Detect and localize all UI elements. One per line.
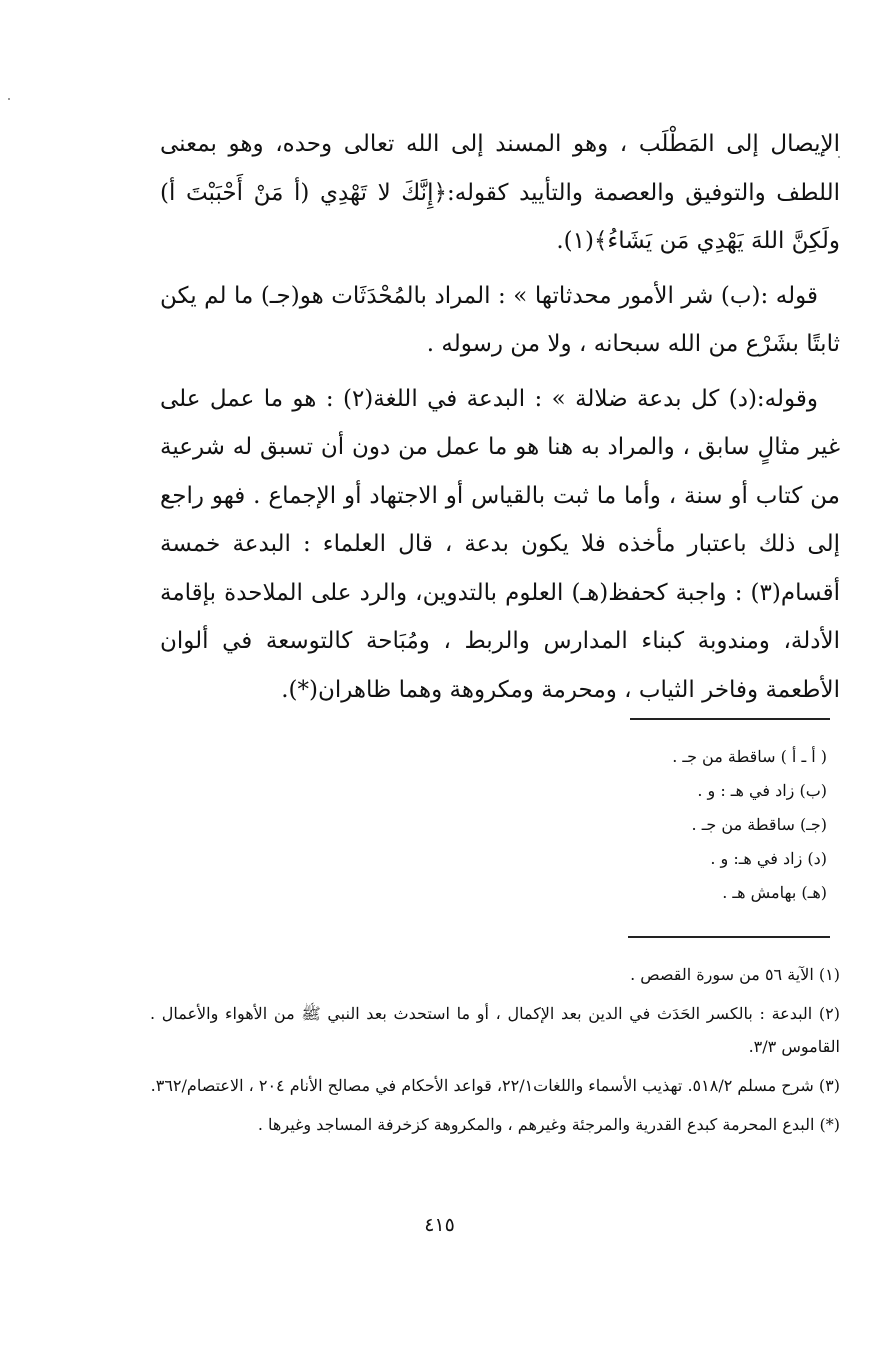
paragraph-2: قوله :(ب) شر الأمور محدثاتها » : المراد بالمُحْدَثَات هو(جـ) ما لم يكن ثابتًا بشَرْع من الله سبحانه ، ولا من رسوله . [160,282,840,357]
footnotes [150,958,840,1147]
page-number: ٤١٥ [424,1214,455,1236]
footnotes-divider [628,936,830,938]
variant-note: ( أ ـ أ ) ساقطة من جـ . [672,747,827,766]
footnote: (٢) البدعة : بالكسر الحَدَث في الدين بعد الإكمال ، أو ما استحدث بعد النبي ﷺ من الأهواء والأعمال . القاموس ٣/٣. [150,1004,840,1056]
footnote: (١) الآية ٥٦ من سورة القصص . [630,965,840,984]
variant-note: (ب) زاد في هـ : و . [697,781,827,800]
paragraph-3: وقوله:(د) كل بدعة ضلالة » : البدعة في اللغة(٢) : هو ما عمل على غير مثالٍ سابق ، والمراد به هنا هو ما عمل من دون أن تسبق له شرعية من كتاب أو سنة ، وأما ما ثبت بالقياس أو الاجتهاد أو الإجماع . فهو راجع إلى ذلك باعتبار مأخذه فلا يكون بدعة ، قال العلماء : البدعة خمسة أقسام(٣) : واجبة كحفظ(هـ) العلوم بالتدوين، والرد على الملاحدة بإقامة الأدلة، ومندوبة كبناء المدارس والربط ، ومُبَاحة كالتوسعة في ألوان الأطعمة وفاخر الثياب ، ومحرمة ومكروهة وهما ظاهران(*). [160,385,840,703]
main-text [160,120,840,720]
variant-notes [427,740,827,910]
variant-note: (جـ) ساقطة من جـ . [691,815,827,834]
scan-speck [8,98,10,100]
paragraph-1: الإيصال إلى المَطْلَب ، وهو المسند إلى الله تعالى وحده، وهو بمعنى اللطف والتوفيق والعصمة والتأييد كقوله:﴿إِنَّكَ لا تَهْدِي (أ مَنْ أَحْبَبْتَ أ) ولَكِنَّ اللهَ يَهْدِي مَن يَشَاءُ﴾(١). [160,131,840,254]
footnote: (٣) شرح مسلم ٥١٨/٢. تهذيب الأسماء واللغات٢٢/١، قواعد الأحكام في مصالح الأنام ٢٠٤ ، الاعتصام/٣٦٢. [150,1076,840,1095]
variant-note: (هـ) بهامش هـ . [722,883,827,902]
footnote: (*) البدع المحرمة كبدع القدرية والمرجئة وغيرهم ، والمكروهة كزخرفة المساجد وغيرها . [257,1115,840,1134]
variant-note: (د) زاد في هـ: و . [710,849,827,868]
variants-divider [630,718,830,720]
